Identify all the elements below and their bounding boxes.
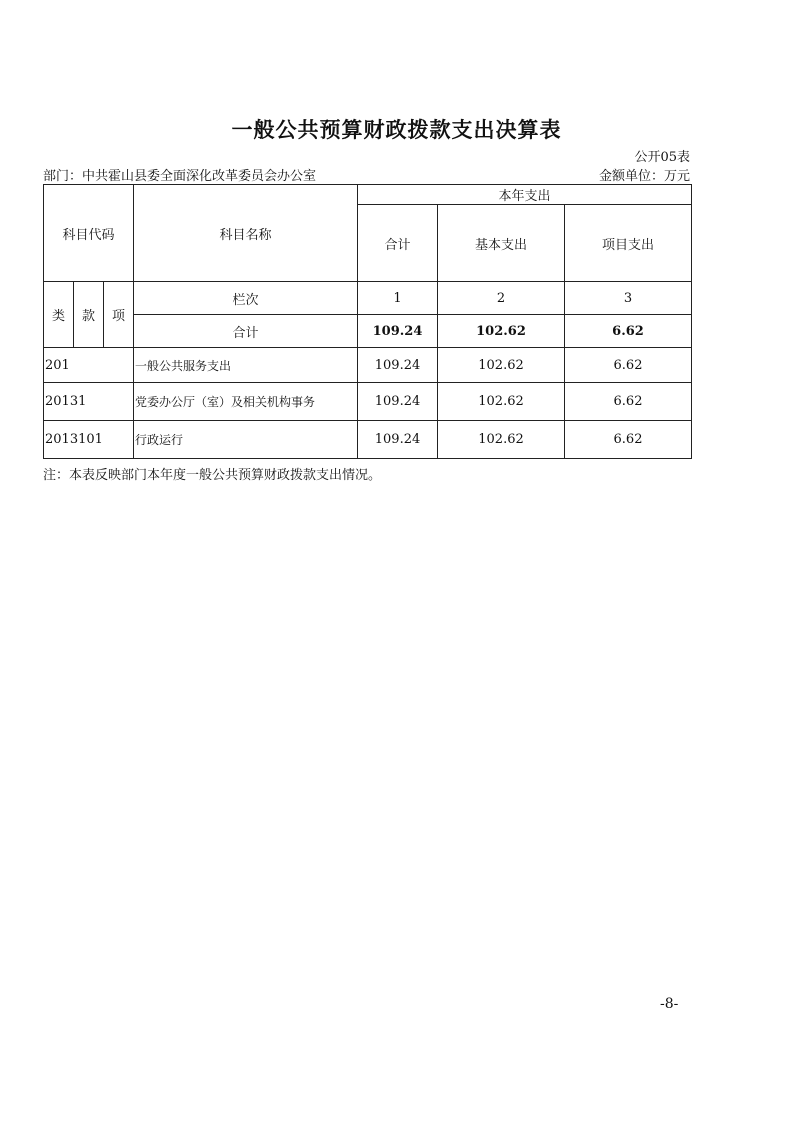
header-subject-name: 科目名称 bbox=[134, 185, 358, 282]
header-basic: 基本支出 bbox=[438, 205, 565, 282]
department-label: 部门：中共霍山县委全面深化改革委员会办公室 bbox=[43, 169, 317, 184]
total-row-total: 109.24 bbox=[358, 315, 438, 348]
footnote: 注：本表反映部门本年度一般公共预算财政拨款支出情况。 bbox=[43, 468, 382, 483]
budget-table bbox=[43, 184, 692, 459]
total-row-basic: 102.62 bbox=[438, 315, 565, 348]
table-row bbox=[44, 348, 692, 383]
row-name: 党委办公厅（室）及相关机构事务 bbox=[134, 383, 358, 421]
total-row-label: 合计 bbox=[134, 315, 358, 348]
row-total: 109.24 bbox=[358, 383, 438, 421]
col-index-3: 3 bbox=[565, 282, 692, 315]
form-code: 公开05表 bbox=[634, 150, 690, 165]
row-basic: 102.62 bbox=[438, 383, 565, 421]
header-project: 项目支出 bbox=[565, 205, 692, 282]
col-index-2: 2 bbox=[438, 282, 565, 315]
header-row-1 bbox=[44, 185, 692, 205]
document-title: 一般公共预算财政拨款支出决算表 bbox=[231, 118, 562, 142]
header-lei: 类 bbox=[44, 282, 74, 348]
row-code: 20131 bbox=[44, 383, 134, 421]
row-basic: 102.62 bbox=[438, 348, 565, 383]
row-name: 行政运行 bbox=[134, 421, 358, 459]
col-index-1: 1 bbox=[358, 282, 438, 315]
total-row bbox=[44, 315, 692, 348]
row-project: 6.62 bbox=[565, 383, 692, 421]
table-row bbox=[44, 421, 692, 459]
header-subject-code: 科目代码 bbox=[44, 185, 134, 282]
total-row-project: 6.62 bbox=[565, 315, 692, 348]
row-total: 109.24 bbox=[358, 421, 438, 459]
header-xiang: 项 bbox=[104, 282, 134, 348]
row-code: 2013101 bbox=[44, 421, 134, 459]
unit-label: 金额单位：万元 bbox=[598, 169, 690, 184]
row-project: 6.62 bbox=[565, 421, 692, 459]
row-name: 一般公共服务支出 bbox=[134, 348, 358, 383]
header-kuan: 款 bbox=[74, 282, 104, 348]
row-basic: 102.62 bbox=[438, 421, 565, 459]
row-code: 201 bbox=[44, 348, 134, 383]
header-total: 合计 bbox=[358, 205, 438, 282]
header-column-index: 栏次 bbox=[134, 282, 358, 315]
row-project: 6.62 bbox=[565, 348, 692, 383]
column-index-row bbox=[44, 282, 692, 315]
table-row bbox=[44, 383, 692, 421]
header-current-year: 本年支出 bbox=[358, 185, 692, 205]
page-number: -8- bbox=[660, 996, 679, 1012]
row-total: 109.24 bbox=[358, 348, 438, 383]
